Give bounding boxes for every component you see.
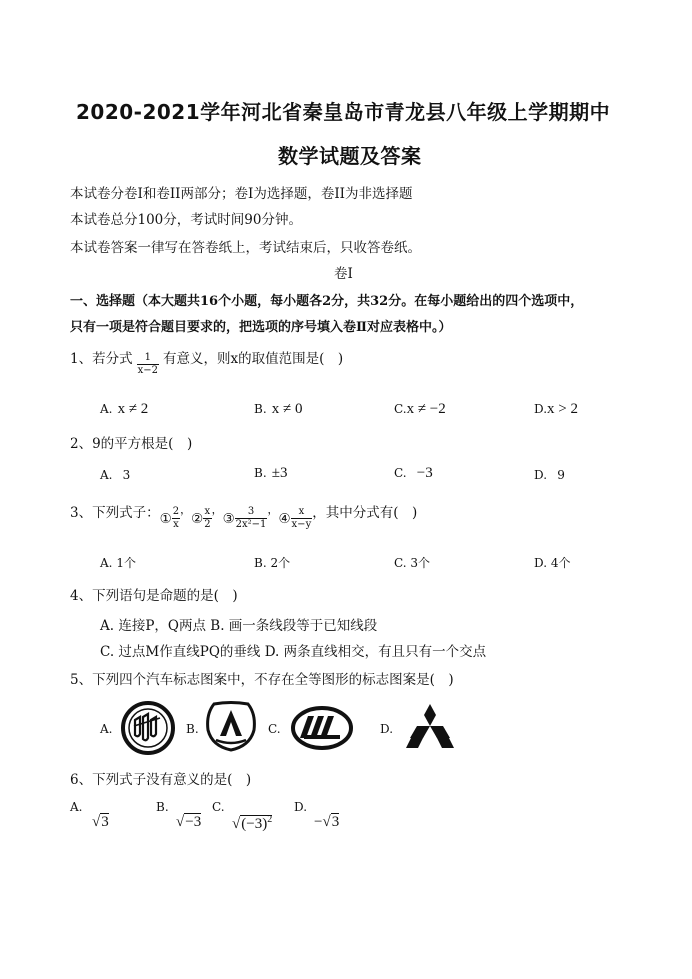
q1-option-d-value: x > 2 <box>547 401 578 417</box>
q3-frac-2 <box>203 506 211 531</box>
question-6-stem: 6、下列式子没有意义的是( ) <box>70 772 252 788</box>
part1-heading-line-1: 一、选择题（本大题共16个小题，每小题各2分，共32分。在每小题给出的四个选项中， <box>70 294 584 309</box>
q4-options-line-2: C. 过点M作直线PQ的垂线 D. 两条直线相交，有且只有一个交点 <box>100 644 487 660</box>
title-line-1: 2020-2021学年河北省秦皇岛市青龙县八年级上学期期中 <box>76 100 611 124</box>
buick-logo-icon <box>120 700 176 756</box>
question-1-stem <box>70 344 344 376</box>
q3-mark-2: ② <box>191 510 204 527</box>
q3-option-b <box>254 554 290 571</box>
q3-frac-4-num: x <box>298 506 305 517</box>
section-title: 卷Ⅰ <box>334 266 353 282</box>
q6-option-a-value: √3 <box>92 814 109 830</box>
q6-option-b-value: √−3 <box>176 814 202 830</box>
intro-line-1: 本试卷分卷I和卷II两部分；卷I为选择题，卷II为非选择题 <box>70 186 413 202</box>
q2-option-c-label: C. <box>394 466 407 480</box>
q2-option-d <box>534 464 565 483</box>
q3-option-c-label: C. <box>394 556 407 570</box>
q2-option-a-label: A. <box>100 468 113 482</box>
question-5-stem: 5、下列四个汽车标志图案中，不存在全等图形的标志图案是( ) <box>70 672 454 688</box>
q1-fraction <box>137 352 159 377</box>
question-2-stem: 2、9的平方根是( ) <box>70 436 193 452</box>
q6-option-d-value: −√3 <box>314 814 340 830</box>
hongqi-logo-icon <box>204 700 258 754</box>
q3-frac-3-den: 2x²−1 <box>235 519 267 530</box>
q3-sep-1: ， <box>180 502 192 516</box>
q1-option-b <box>254 398 302 418</box>
q3-expressions <box>159 502 313 531</box>
q3-option-b-label: B. <box>254 556 267 570</box>
q1-option-c <box>394 398 446 418</box>
question-3-stem <box>70 498 418 530</box>
q1-frac-num: 1 <box>144 352 151 363</box>
q2-option-b-value: ±3 <box>271 465 288 481</box>
q5-option-d-label: D. <box>380 722 394 736</box>
q6-option-c-radicand: (−3) <box>241 816 268 832</box>
q3-frac-3-num: 3 <box>247 506 255 517</box>
q6-option-b-radicand: −3 <box>185 814 202 830</box>
q4-options-line-1: A. 连接P，Q两点 B. 画一条线段等于已知线段 <box>100 618 378 634</box>
q6-option-d-sign: − <box>314 814 323 830</box>
q3-suffix: ，其中分式有( ) <box>312 504 418 521</box>
q5-option-c-label: C. <box>268 722 281 736</box>
q3-option-d <box>534 554 570 571</box>
q3-option-b-value: 2个 <box>270 556 291 570</box>
q3-frac-1-num: 2 <box>172 506 180 517</box>
q3-prefix: 3、下列式子： <box>70 504 160 521</box>
intro-line-3: 本试卷答案一律写在答卷纸上，考试结束后，只收答卷纸。 <box>70 240 421 256</box>
q1-option-a-value: x ≠ 2 <box>117 401 149 417</box>
q2-option-c <box>394 462 433 482</box>
q3-sep-2: ， <box>211 502 223 516</box>
q1-option-d <box>534 398 578 418</box>
zotye-logo-icon <box>290 704 354 752</box>
mitsubishi-logo-icon <box>404 704 456 750</box>
q2-option-a-value: 3 <box>122 468 131 482</box>
q1-option-a-label: A. <box>100 402 113 416</box>
q1-suffix: 有意义，则x的取值范围是( ) <box>162 350 344 367</box>
q2-option-b-label: B. <box>254 466 267 480</box>
title-line-2: 数学试题及答案 <box>278 144 422 168</box>
q3-mark-3: ③ <box>222 510 235 527</box>
q5-option-a-label: A. <box>100 722 113 736</box>
q3-option-d-value: 4个 <box>550 556 571 570</box>
q6-option-a-label: A. <box>70 800 83 814</box>
q5-option-b-label: B. <box>186 722 199 736</box>
q6-option-c-label: C. <box>212 800 225 814</box>
q3-mark-4: ④ <box>278 510 291 527</box>
q6-option-d-label: D. <box>294 800 308 814</box>
q3-option-a-value: 1个 <box>116 556 136 570</box>
q1-option-b-label: B. <box>254 402 267 416</box>
q6-option-c-radicand-wrap <box>240 815 272 832</box>
q1-option-c-label: C. <box>394 402 407 416</box>
question-4-stem: 4、下列语句是命题的是( ) <box>70 588 238 604</box>
q6-option-d-radicand: 3 <box>331 814 340 830</box>
q2-option-b <box>254 462 287 482</box>
q2-option-d-value: 9 <box>557 468 565 482</box>
q1-prefix: 1、若分式 <box>70 350 133 367</box>
q6-option-a-radicand: 3 <box>101 814 109 830</box>
q3-option-d-label: D. <box>534 556 548 570</box>
q1-frac-den: x−2 <box>137 365 158 376</box>
q3-frac-4-den: x−y <box>291 519 312 530</box>
q1-option-b-value: x ≠ 0 <box>271 401 303 417</box>
q2-option-a <box>100 464 130 483</box>
q3-frac-3 <box>235 506 268 531</box>
q1-option-c-value: x ≠ −2 <box>406 401 446 417</box>
q1-option-d-label: D. <box>534 402 548 416</box>
intro-line-2: 本试卷总分100分，考试时间90分钟。 <box>70 212 302 228</box>
q3-sep-3: ， <box>267 502 279 516</box>
q3-frac-2-num: x <box>204 506 211 517</box>
q3-frac-1-den: x <box>173 519 179 530</box>
q3-option-a <box>100 554 136 571</box>
q3-option-c <box>394 554 430 571</box>
q3-frac-2-den: 2 <box>204 519 211 530</box>
q3-mark-1: ① <box>159 510 172 527</box>
q3-frac-1 <box>172 506 180 531</box>
q3-option-c-value: 3个 <box>410 556 431 570</box>
q2-option-d-label: D. <box>534 468 548 482</box>
q2-option-c-value: −3 <box>416 465 433 481</box>
q3-option-a-label: A. <box>100 556 113 570</box>
q6-option-c-exponent: 2 <box>267 814 273 825</box>
q6-option-c-value: $√(-3)^2$ <box>232 814 273 832</box>
q6-option-b-label: B. <box>156 800 169 814</box>
q1-option-a <box>100 398 148 418</box>
part1-heading-line-2: 只有一项是符合题目要求的，把选项的序号填入卷Ⅱ对应表格中。） <box>70 320 452 335</box>
q3-frac-4 <box>291 506 313 531</box>
